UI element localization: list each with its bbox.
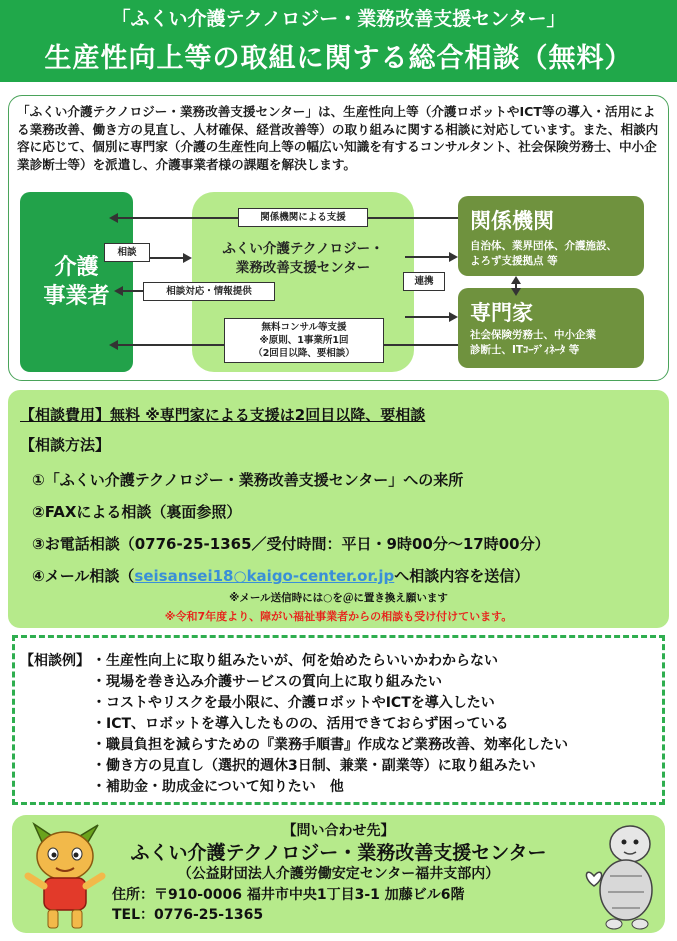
method-fax: ②FAXによる相談（裏面参照） [32, 503, 242, 521]
experts-desc-line1: 社会保険労務士、中小企業 [470, 329, 596, 341]
header-subtitle: 「ふくい介護テクノロジー・業務改善支援センター」 [111, 8, 566, 30]
arrow-left-head [109, 213, 118, 223]
method-phone: ③お電話相談（0776-25-1365／受付時間：平日・9時00分～17時00分） [32, 535, 550, 553]
intro-text: 「ふくい介護テクノロジー・業務改善支援センター」は、生産性向上等（介護ロボットやICT等の導入・活用による業務改善、働き方の見直し、人材確保、経営改善等）の取り組みに関する相談に対応しています。また、相談内容に応じて、個別に専門家（介護の生産性向上等の幅広い知識を有するコンサルタント、社会保険労務士、中小企業診断士等）を派遣し、介護事業者様の課題を解決します。 [17, 104, 659, 172]
email-suffix: へ相談内容を送信） [394, 567, 530, 585]
arrow-right-head [449, 312, 458, 322]
fee-line: 【相談費用】無料 ※専門家による支援は2回目以降、要相談 [20, 406, 426, 424]
consultant-support-line2: ※原則、1事業所1回 [259, 335, 349, 346]
arrow-down-head [511, 288, 521, 296]
arrow-left-head [109, 340, 118, 350]
notice-text: ※令和7年度より、障がい福祉事業者からの相談も受け付けています。 [164, 610, 513, 623]
arrow-right-head [449, 252, 458, 262]
related-org-desc-line1: 自治体、業界団体、介護施設、 [470, 240, 617, 252]
example-item: ・補助金・助成金について知りたい 他 [92, 779, 344, 795]
method-visit: ①「ふくい介護テクノロジー・業務改善支援センター」への来所 [32, 471, 464, 489]
label-related-support: 関係機関による支援 [238, 208, 368, 227]
arrow-up-head [511, 276, 521, 284]
contact-tel: TEL：0776-25-1365 [112, 907, 264, 923]
contact-heading: 【問い合わせ先】 [282, 823, 395, 839]
contact-org: ふくい介護テクノロジー・業務改善支援センター [130, 842, 547, 864]
experts-block [458, 288, 644, 368]
consultant-support-line3: （2回目以降、要相談） [253, 348, 355, 359]
contact-address: 住所：〒910-0006 福井市中央1丁目3-1 加藤ビル6階 [112, 887, 465, 903]
center-name-line2: 業務改善支援センター [235, 260, 371, 276]
email-link[interactable]: seisansei18○kaigo-center.or.jp [134, 567, 395, 585]
label-cooperation: 連携 [403, 272, 445, 291]
center-name-line1: ふくい介護テクノロジー・ [222, 241, 384, 257]
email-prefix: ④メール相談（ [32, 567, 135, 585]
experts-desc-line2: 診断士、ITｺｰﾃﾞｨﾈｰﾀ 等 [470, 344, 580, 356]
related-org-desc [470, 239, 617, 269]
email-note: ※メール送信時には○を＠に置き換え願います [229, 592, 448, 604]
method-title: 【相談方法】 [20, 436, 111, 454]
example-item: ・現場を巻き込み介護サービスの質向上に取り組みたい [92, 674, 442, 690]
related-org-desc-line2: よろず支援拠点 等 [470, 255, 558, 267]
arrow-right-head [183, 253, 192, 263]
method-email [32, 565, 529, 586]
arrow-left-head [114, 286, 123, 296]
header-banner [0, 0, 677, 82]
experts-title: 専門家 [470, 301, 533, 325]
experts-desc [470, 328, 596, 358]
example-item: ・職員負担を減らすための『業務手順書』作成など業務改善、効率化したい [92, 737, 568, 753]
header-title: 生産性向上等の取組に関する総合相談（無料） [44, 43, 633, 74]
related-org-block [458, 196, 644, 276]
center-name [192, 240, 414, 278]
examples-label: 【相談例】 [20, 653, 90, 669]
label-consultant-support [224, 318, 384, 363]
example-item: ・働き方の見直し（選択的週休3日制、兼業・副業等）に取り組みたい [92, 758, 536, 774]
care-provider-line2: 事業者 [43, 284, 110, 309]
contact-sub-org: （公益財団法人介護労働安定センター福井支部内） [177, 866, 500, 882]
example-item: ・ICT、ロボットを導入したものの、活用できておらず困っている [92, 716, 509, 732]
label-consult-response: 相談対応・情報提供 [143, 282, 275, 301]
label-consult: 相談 [104, 243, 150, 262]
consultant-support-line1: 無料コンサル等支援 [261, 322, 347, 333]
example-item: ・生産性向上に取り組みたいが、何を始めたらいいかわからない [92, 653, 498, 669]
arrow-center-experts-line [405, 316, 449, 318]
arrow-center-related-line [405, 256, 449, 258]
example-item: ・コストやリスクを最小限に、介護ロボットやICTを導入したい [92, 695, 495, 711]
care-provider-line1: 介護 [54, 255, 99, 280]
related-org-title: 関係機関 [470, 209, 554, 233]
